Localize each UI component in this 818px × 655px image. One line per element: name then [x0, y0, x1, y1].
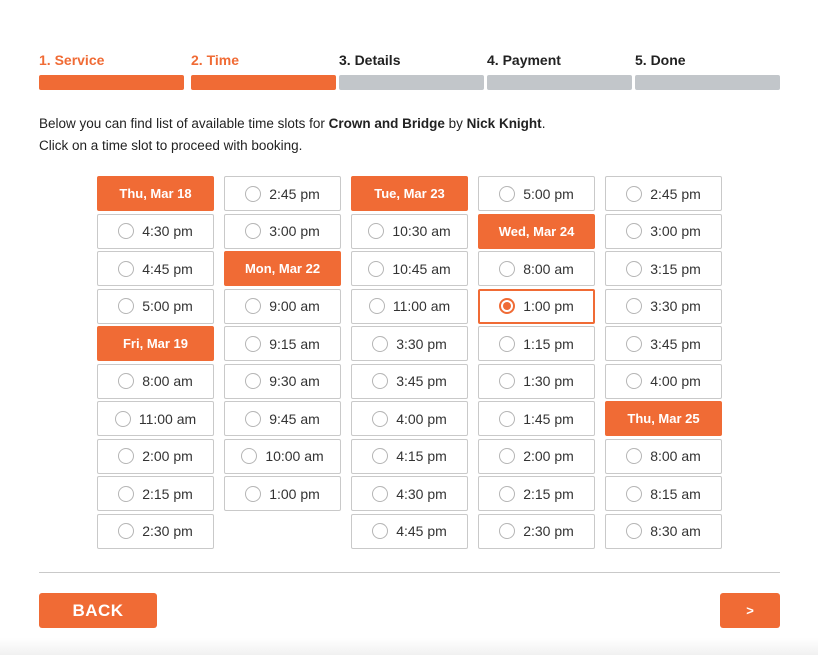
time-slot-selected[interactable] — [478, 289, 595, 324]
time-slot[interactable] — [351, 514, 468, 549]
time-slot[interactable] — [605, 251, 722, 286]
radio-icon — [626, 486, 642, 502]
radio-icon — [626, 186, 642, 202]
date-header: Thu, Mar 25 — [605, 401, 722, 436]
step-time — [191, 52, 336, 68]
time-slot[interactable] — [351, 364, 468, 399]
back-button[interactable]: BACK — [39, 593, 157, 628]
date-header: Mon, Mar 22 — [224, 251, 341, 286]
radio-icon — [626, 373, 642, 389]
radio-icon — [499, 298, 515, 314]
radio-icon — [372, 448, 388, 464]
radio-icon — [245, 186, 261, 202]
time-slot-label: 2:30 pm — [142, 523, 193, 539]
time-slot[interactable] — [97, 289, 214, 324]
time-slot-label: 8:00 am — [142, 373, 193, 389]
radio-icon — [245, 223, 261, 239]
step-progress-bar — [339, 75, 484, 90]
time-slot-label: 4:15 pm — [396, 448, 447, 464]
time-slot[interactable] — [351, 439, 468, 474]
time-slot-label: 8:30 am — [650, 523, 701, 539]
time-slot[interactable] — [478, 364, 595, 399]
time-slot[interactable] — [351, 251, 468, 286]
time-slot[interactable] — [224, 439, 341, 474]
time-slot[interactable] — [605, 514, 722, 549]
radio-icon — [372, 486, 388, 502]
time-slot[interactable] — [478, 251, 595, 286]
radio-icon — [368, 261, 384, 277]
time-slot[interactable] — [224, 289, 341, 324]
time-slot[interactable] — [97, 476, 214, 511]
time-slot-label: 4:30 pm — [396, 485, 447, 502]
time-slot-label: 10:45 am — [392, 260, 451, 277]
radio-icon — [245, 486, 261, 502]
staff-name: Nick Knight — [466, 116, 542, 131]
radio-icon — [245, 373, 261, 389]
time-slot[interactable] — [97, 439, 214, 474]
time-slot-label: 9:15 am — [269, 335, 320, 352]
time-slot[interactable] — [605, 364, 722, 399]
intro-by: by — [444, 116, 467, 131]
time-slot-label: 9:00 am — [269, 298, 320, 314]
time-slot[interactable] — [605, 289, 722, 324]
radio-icon — [118, 486, 134, 502]
divider — [39, 572, 780, 573]
radio-icon — [369, 298, 385, 314]
time-slot[interactable] — [478, 401, 595, 436]
time-slot-label: 2:00 pm — [142, 448, 193, 464]
step-progress-bar — [39, 75, 184, 90]
time-slot[interactable] — [478, 176, 595, 211]
intro-line-1 — [39, 113, 780, 135]
time-slot-label: 2:15 pm — [523, 485, 574, 502]
time-slot-label: 3:15 pm — [650, 260, 701, 277]
radio-icon — [626, 223, 642, 239]
time-slot-label: 1:00 pm — [523, 298, 574, 314]
time-slot[interactable] — [351, 326, 468, 361]
time-slot-label: 9:30 am — [269, 373, 320, 389]
radio-icon — [372, 336, 388, 352]
date-header: Thu, Mar 18 — [97, 176, 214, 211]
time-slot[interactable] — [351, 289, 468, 324]
time-slot[interactable] — [478, 514, 595, 549]
step-service — [39, 52, 184, 68]
time-slot-label: 4:45 pm — [396, 523, 447, 539]
date-header: Wed, Mar 24 — [478, 214, 595, 249]
radio-icon — [118, 523, 134, 539]
time-slot[interactable] — [224, 401, 341, 436]
radio-icon — [499, 411, 515, 427]
time-slot[interactable] — [97, 364, 214, 399]
radio-icon — [118, 373, 134, 389]
radio-icon — [626, 298, 642, 314]
time-slot-label: 8:15 am — [650, 485, 701, 502]
radio-icon — [626, 523, 642, 539]
time-slot-label: 8:00 am — [523, 260, 574, 277]
time-slot-label: 10:00 am — [265, 448, 324, 464]
service-name: Crown and Bridge — [328, 116, 445, 131]
time-slot-label: 8:00 am — [650, 448, 701, 464]
step-done — [635, 52, 780, 68]
radio-icon — [245, 336, 261, 352]
step-payment — [487, 52, 632, 68]
time-slot-label: 4:45 pm — [142, 260, 193, 277]
time-slot[interactable] — [97, 214, 214, 249]
step-progress-bar — [487, 75, 632, 90]
radio-icon — [372, 523, 388, 539]
step-label: 3. Details — [339, 52, 401, 68]
step-progress-bar — [635, 75, 780, 90]
time-slot[interactable] — [351, 214, 468, 249]
time-slot-label: 2:45 pm — [269, 185, 320, 202]
time-slot[interactable] — [97, 251, 214, 286]
radio-icon — [245, 298, 261, 314]
time-slot-label: 5:00 pm — [523, 185, 574, 202]
time-slot-label: 11:00 am — [392, 298, 451, 314]
time-slot-label: 1:45 pm — [523, 410, 574, 427]
page-bottom-shadow — [0, 638, 818, 655]
radio-icon — [118, 261, 134, 277]
time-slot-label: 2:00 pm — [523, 448, 574, 464]
step-label: 2. Time — [191, 52, 239, 68]
time-slot-label: 2:30 pm — [523, 523, 574, 539]
radio-icon — [118, 298, 134, 314]
time-slot[interactable] — [478, 476, 595, 511]
step-label: 5. Done — [635, 52, 686, 68]
time-slot-grid — [97, 176, 722, 551]
radio-icon — [118, 223, 134, 239]
time-slot-label: 4:30 pm — [142, 223, 193, 239]
time-slot-label: 5:00 pm — [142, 298, 193, 314]
time-slot-label: 3:30 pm — [396, 335, 447, 352]
time-slot[interactable] — [351, 476, 468, 511]
chevron-right-icon: > — [746, 603, 754, 618]
time-slot[interactable] — [224, 214, 341, 249]
time-slot-label: 3:45 pm — [396, 373, 447, 389]
time-slot[interactable] — [224, 476, 341, 511]
time-slot-label: 1:00 pm — [269, 485, 320, 502]
intro-prefix: Below you can find list of available time slots for — [39, 116, 329, 131]
time-slot[interactable] — [605, 176, 722, 211]
radio-icon — [626, 261, 642, 277]
time-slot[interactable] — [97, 401, 214, 436]
intro-text — [39, 113, 780, 156]
time-slot-label: 3:00 pm — [650, 223, 701, 239]
time-slot[interactable] — [224, 364, 341, 399]
time-slot-label: 3:30 pm — [650, 298, 701, 314]
date-header: Fri, Mar 19 — [97, 326, 214, 361]
time-slot[interactable] — [478, 439, 595, 474]
radio-icon — [241, 448, 257, 464]
time-slot[interactable] — [605, 326, 722, 361]
time-slot[interactable] — [97, 514, 214, 549]
time-slot-label: 11:00 am — [138, 410, 197, 427]
radio-icon — [372, 373, 388, 389]
time-slot[interactable] — [478, 326, 595, 361]
step-details — [339, 52, 484, 68]
radio-icon — [499, 336, 515, 352]
time-slot-label: 4:00 pm — [650, 373, 701, 389]
time-slot[interactable] — [605, 214, 722, 249]
radio-icon — [499, 523, 515, 539]
time-slot-label: 3:00 pm — [269, 223, 320, 239]
time-slot[interactable] — [351, 401, 468, 436]
radio-icon — [368, 223, 384, 239]
radio-icon — [626, 448, 642, 464]
progress-steps — [39, 52, 780, 92]
time-slot-label: 2:15 pm — [142, 485, 193, 502]
radio-icon — [499, 448, 515, 464]
radio-icon — [499, 261, 515, 277]
step-progress-bar — [191, 75, 336, 90]
time-slot-label: 4:00 pm — [396, 410, 447, 427]
time-slot-label: 2:45 pm — [650, 185, 701, 202]
time-slot-label: 1:15 pm — [523, 335, 574, 352]
intro-line-2: Click on a time slot to proceed with booking. — [39, 137, 303, 153]
time-slot-label: 1:30 pm — [523, 373, 574, 389]
time-slot-label: 3:45 pm — [650, 335, 701, 352]
time-slot-label: 9:45 am — [269, 410, 320, 427]
time-slot[interactable] — [224, 176, 341, 211]
radio-icon — [245, 411, 261, 427]
radio-icon — [372, 411, 388, 427]
time-slot[interactable] — [224, 326, 341, 361]
time-slot[interactable] — [605, 476, 722, 511]
step-label: 4. Payment — [487, 52, 561, 68]
next-button[interactable] — [720, 593, 780, 628]
radio-icon — [115, 411, 131, 427]
date-header: Tue, Mar 23 — [351, 176, 468, 211]
time-slot[interactable] — [605, 439, 722, 474]
intro-suffix: . — [541, 116, 546, 131]
step-label: 1. Service — [39, 52, 105, 68]
radio-icon — [499, 486, 515, 502]
radio-icon — [626, 336, 642, 352]
radio-icon — [118, 448, 134, 464]
time-slot-label: 10:30 am — [392, 223, 451, 239]
radio-icon — [499, 373, 515, 389]
radio-icon — [499, 186, 515, 202]
